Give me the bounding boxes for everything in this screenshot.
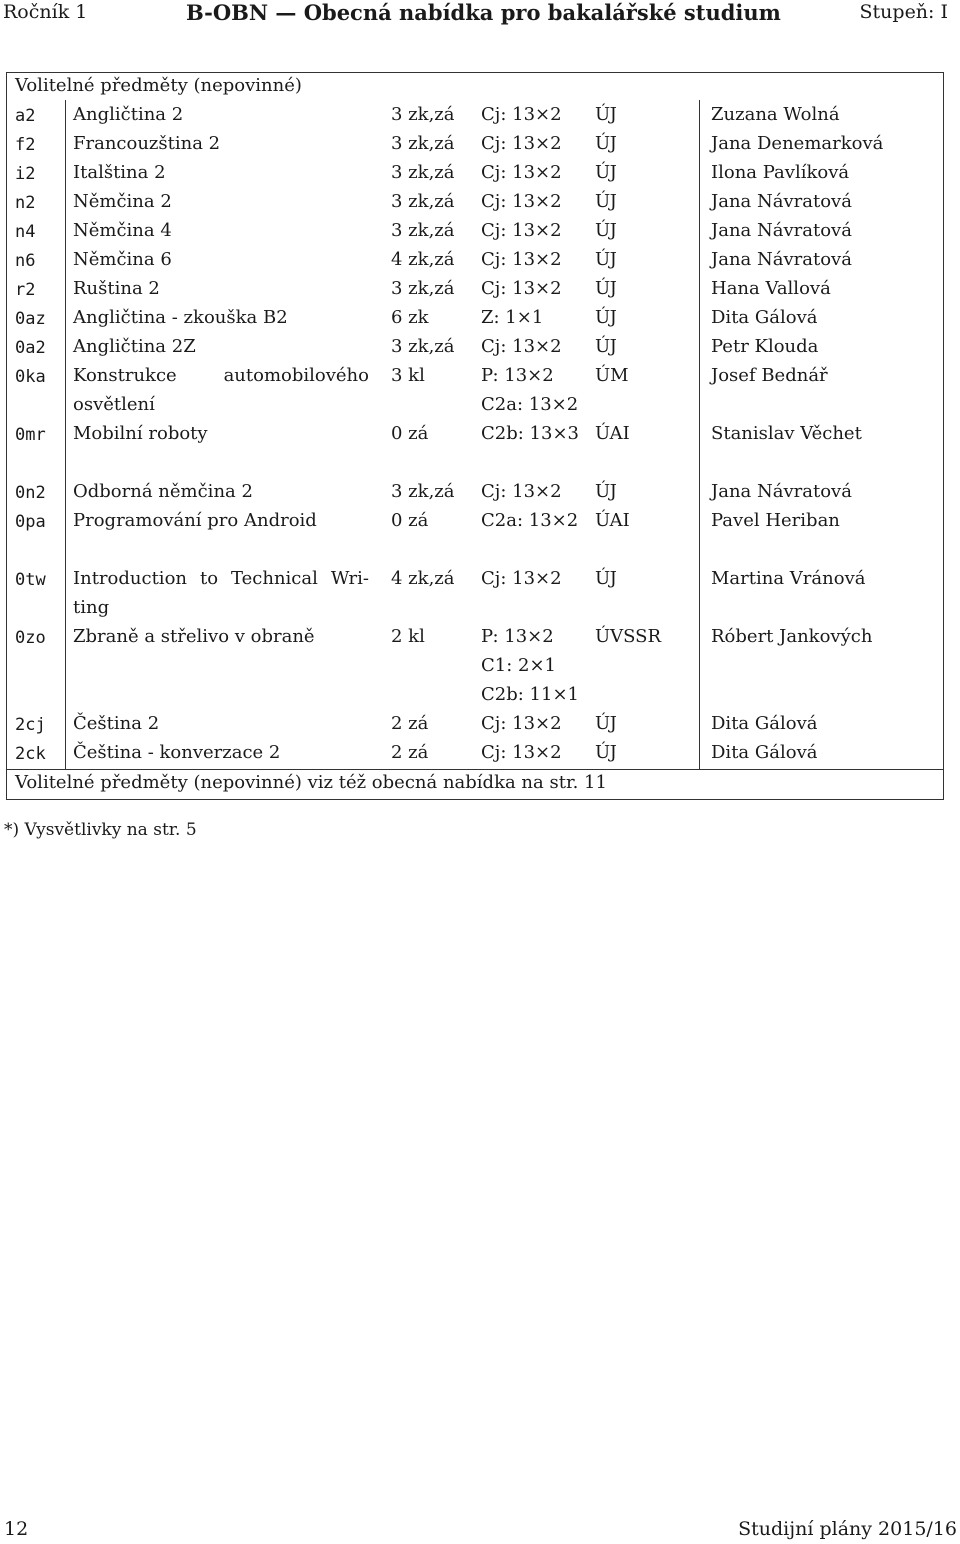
table-row (7, 421, 943, 450)
course-teacher: Dita Gálová (711, 307, 818, 328)
course-form: Cj: 13×2 (481, 162, 562, 183)
course-name-word: Konstrukce (73, 365, 177, 386)
page-footer (0, 1514, 960, 1544)
course-teacher: Jana Návratová (711, 191, 852, 212)
course-form: Cj: 13×2 (481, 481, 562, 502)
course-credits: 3 zk,zá (391, 162, 455, 183)
course-code: i2 (15, 164, 36, 184)
table-row (7, 740, 943, 769)
column-divider (699, 100, 700, 770)
course-teacher: Petr Klouda (711, 336, 819, 357)
course-form: C2b: 13×3 (481, 423, 579, 444)
course-form: Cj: 13×2 (481, 568, 562, 589)
course-department: ÚJ (595, 133, 617, 154)
course-code: 0pa (15, 512, 46, 532)
course-credits: 2 zá (391, 713, 429, 734)
course-code: 0tw (15, 570, 46, 590)
course-form: P: 13×2 (481, 365, 554, 386)
course-credits: 2 kl (391, 626, 425, 647)
group-spacer (7, 450, 943, 479)
course-form: Cj: 13×2 (481, 249, 562, 270)
course-teacher: Jana Návratová (711, 481, 852, 502)
course-department: ÚAI (595, 510, 630, 531)
course-credits: 4 zk,zá (391, 568, 455, 589)
course-form-line3: C2b: 11×1 (481, 684, 579, 705)
course-form: Cj: 13×2 (481, 220, 562, 241)
course-credits: 3 zk,zá (391, 278, 455, 299)
course-teacher: Zuzana Wolná (711, 104, 840, 125)
footnote: *) Vysvětlivky na str. 5 (4, 820, 197, 840)
course-form: Z: 1×1 (481, 307, 544, 328)
document-name: Studijní plány 2015/16 (738, 1518, 957, 1540)
table-row (7, 711, 943, 740)
page-number: 12 (4, 1518, 29, 1540)
course-department: ÚJ (595, 220, 617, 241)
course-code: 0ka (15, 367, 46, 387)
courses-table (6, 72, 944, 800)
course-name-continued: ting (73, 597, 110, 618)
course-credits: 3 zk,zá (391, 104, 455, 125)
course-name-word: to (199, 568, 219, 589)
course-teacher: Róbert Jankových (711, 626, 873, 647)
course-credits: 3 zk,zá (391, 336, 455, 357)
course-code: f2 (15, 135, 36, 155)
course-form: Cj: 13×2 (481, 278, 562, 299)
course-department: ÚM (595, 365, 629, 386)
table-row (7, 102, 943, 131)
course-name: Čeština - konverzace 2 (73, 742, 281, 763)
course-teacher: Dita Gálová (711, 713, 818, 734)
course-department: ÚJ (595, 336, 617, 357)
course-department: ÚJ (595, 162, 617, 183)
course-teacher: Jana Návratová (711, 220, 852, 241)
course-name: Čeština 2 (73, 713, 160, 734)
course-name: Mobilní roboty (73, 423, 208, 444)
course-form: C2a: 13×2 (481, 510, 579, 531)
course-teacher: Ilona Pavlíková (711, 162, 850, 183)
table-title-row (7, 73, 943, 102)
table-row (7, 131, 943, 160)
course-credits: 3 zk,zá (391, 191, 455, 212)
course-name-word: Technical (231, 568, 318, 589)
course-teacher: Stanislav Věchet (711, 423, 862, 444)
course-credits: 3 zk,zá (391, 481, 455, 502)
year-label: Ročník 1 (3, 1, 88, 23)
course-form-line2: C1: 2×1 (481, 655, 556, 676)
course-teacher: Jana Denemarková (711, 133, 884, 154)
course-credits: 4 zk,zá (391, 249, 455, 270)
course-department: ÚJ (595, 568, 617, 589)
course-credits: 3 zk,zá (391, 133, 455, 154)
course-form: Cj: 13×2 (481, 133, 562, 154)
course-credits: 0 zá (391, 510, 429, 531)
page-header (0, 0, 960, 30)
table-row (7, 508, 943, 537)
course-code: 0a2 (15, 338, 46, 358)
table-row (7, 479, 943, 508)
table-row (7, 624, 943, 711)
table-row (7, 363, 943, 421)
table-row (7, 218, 943, 247)
course-form: P: 13×2 (481, 626, 554, 647)
course-credits: 3 kl (391, 365, 425, 386)
course-code: n4 (15, 222, 36, 242)
course-code: 0zo (15, 628, 46, 648)
course-form-line2: C2a: 13×2 (481, 394, 579, 415)
course-teacher: Josef Bednář (711, 365, 828, 386)
table-row (7, 160, 943, 189)
table-row (7, 189, 943, 218)
course-name-word: Wri- (330, 568, 369, 589)
group-spacer (7, 537, 943, 566)
course-code: 0az (15, 309, 46, 329)
table-row (7, 276, 943, 305)
course-department: ÚJ (595, 481, 617, 502)
course-name: Němčina 2 (73, 191, 172, 212)
course-name: Angličtina 2Z (73, 336, 196, 357)
course-credits: 0 zá (391, 423, 429, 444)
table-row (7, 334, 943, 363)
course-department: ÚJ (595, 191, 617, 212)
course-department: ÚJ (595, 742, 617, 763)
course-department: ÚJ (595, 307, 617, 328)
course-teacher: Dita Gálová (711, 742, 818, 763)
course-department: ÚJ (595, 249, 617, 270)
course-name: Němčina 6 (73, 249, 172, 270)
course-name: Němčina 4 (73, 220, 172, 241)
course-name-continued: osvětlení (73, 394, 155, 415)
table-title: Volitelné předměty (nepovinné) (15, 75, 302, 96)
table-row (7, 247, 943, 276)
course-name: Angličtina 2 (73, 104, 184, 125)
course-code: 0n2 (15, 483, 46, 503)
course-name: Odborná němčina 2 (73, 481, 253, 502)
course-code: 0mr (15, 425, 46, 445)
course-teacher: Jana Návratová (711, 249, 852, 270)
course-code: r2 (15, 280, 36, 300)
course-credits: 6 zk (391, 307, 429, 328)
level-label: Stupeň: I (859, 1, 948, 23)
course-name-word: automobilového (223, 365, 369, 386)
course-department: ÚJ (595, 713, 617, 734)
table-body (7, 102, 943, 769)
course-name (73, 365, 369, 386)
course-name-word: Introduction (73, 568, 187, 589)
course-department: ÚJ (595, 104, 617, 125)
course-code: a2 (15, 106, 36, 126)
table-row (7, 305, 943, 334)
course-form: Cj: 13×2 (481, 713, 562, 734)
course-name: Zbraně a střelivo v obraně (73, 626, 315, 647)
course-code: 2cj (15, 715, 46, 735)
course-name (73, 568, 369, 589)
table-footer-note: Volitelné předměty (nepovinné) viz též obecná nabídka na str. 11 (15, 772, 607, 793)
course-code: n6 (15, 251, 36, 271)
course-form: Cj: 13×2 (481, 336, 562, 357)
course-name: Angličtina - zkouška B2 (73, 307, 288, 328)
course-teacher: Hana Vallová (711, 278, 831, 299)
course-code: n2 (15, 193, 36, 213)
course-form: Cj: 13×2 (481, 742, 562, 763)
course-department: ÚVSSR (595, 626, 662, 647)
column-divider (65, 100, 66, 770)
course-credits: 2 zá (391, 742, 429, 763)
course-name: Ruština 2 (73, 278, 160, 299)
course-department: ÚJ (595, 278, 617, 299)
course-code: 2ck (15, 744, 46, 764)
page-title: B-OBN — Obecná nabídka pro bakalářské studium (186, 0, 781, 25)
table-row (7, 566, 943, 624)
course-name: Programování pro Android (73, 510, 317, 531)
course-form: Cj: 13×2 (481, 104, 562, 125)
course-teacher: Pavel Heriban (711, 510, 840, 531)
course-teacher: Martina Vránová (711, 568, 866, 589)
course-name: Italština 2 (73, 162, 166, 183)
course-credits: 3 zk,zá (391, 220, 455, 241)
course-name: Francouzština 2 (73, 133, 221, 154)
table-footer-row (7, 769, 943, 799)
course-department: ÚAI (595, 423, 630, 444)
course-form: Cj: 13×2 (481, 191, 562, 212)
